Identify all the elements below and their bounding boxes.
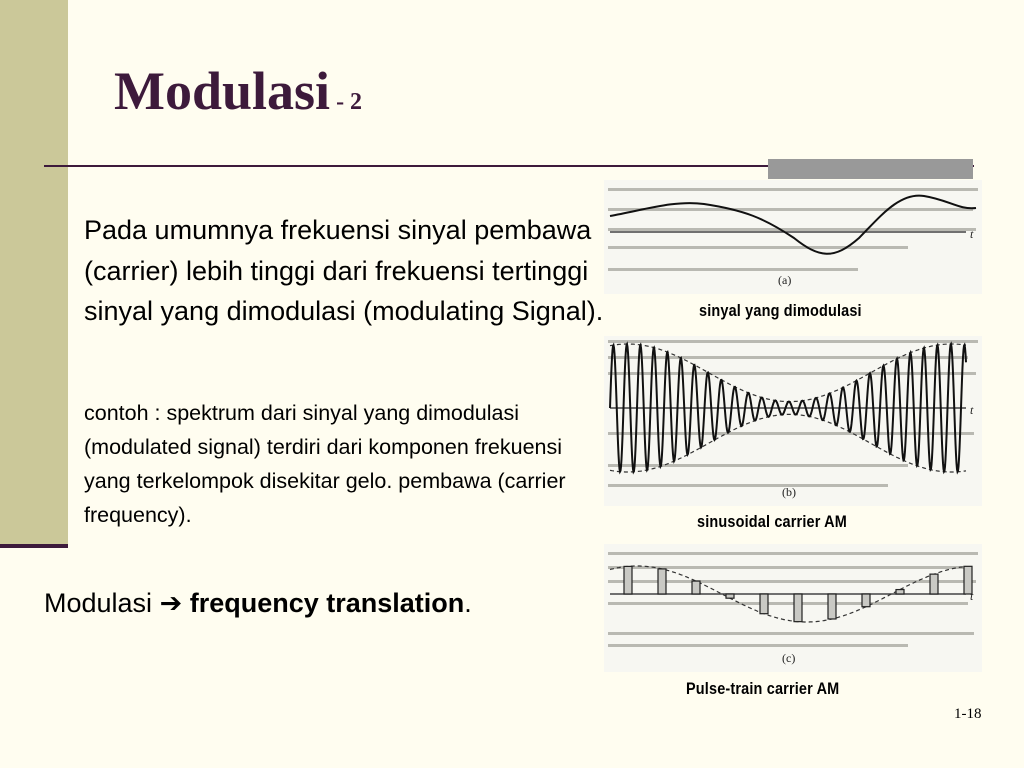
figure-caption: Pulse-train carrier AM bbox=[686, 679, 840, 698]
modulating-waveform bbox=[610, 196, 976, 254]
body-paragraph-main: Pada umumnya frekuensi sinyal pembawa (carrier) lebih tinggi dari frekuensi tertinggi sinyal yang dimodulasi (modulating Signal). bbox=[84, 215, 604, 326]
body-paragraph-example: contoh : spektrum dari sinyal yang dimodulasi (modulated signal) terdiri dari komponen frekuensi yang terkelompok disekitar gelo. pembawa (carrier frequency). bbox=[84, 401, 566, 527]
arrow-icon: ➔ bbox=[159, 588, 183, 618]
figure-label: (b) bbox=[782, 485, 796, 499]
axis-label-t: t bbox=[970, 403, 974, 417]
pulse bbox=[930, 574, 938, 594]
pulse bbox=[726, 594, 734, 598]
summary-prefix: Modulasi bbox=[44, 588, 160, 618]
figure-label: (a) bbox=[778, 273, 792, 287]
figure-caption: sinyal yang dimodulasi bbox=[699, 301, 862, 320]
figure-caption: sinusoidal carrier AM bbox=[697, 512, 847, 531]
pulse bbox=[828, 594, 836, 619]
slide-number: 1-18 bbox=[954, 706, 982, 722]
pulse bbox=[658, 569, 666, 594]
sidebar-band bbox=[0, 0, 68, 547]
slide-title bbox=[114, 61, 363, 121]
axis-label-t: t bbox=[970, 227, 974, 241]
figure-sinusoidal-am bbox=[604, 336, 982, 506]
summary-line bbox=[44, 588, 472, 619]
pulse bbox=[692, 581, 700, 594]
pulse bbox=[760, 594, 768, 614]
figure-pulse-train-am bbox=[604, 544, 982, 672]
title-divider-bar bbox=[768, 159, 973, 179]
figure-modulating-signal bbox=[604, 180, 982, 294]
pulse bbox=[794, 594, 802, 622]
figure-label: (c) bbox=[782, 651, 796, 665]
pulse bbox=[624, 566, 632, 594]
pulse bbox=[896, 590, 904, 594]
summary-emphasis: frequency translation bbox=[189, 588, 465, 618]
summary-period: . bbox=[464, 588, 472, 618]
axis-label-t: t bbox=[970, 589, 974, 603]
title-suffix: - 2 bbox=[330, 89, 363, 115]
sidebar-accent-line bbox=[0, 544, 68, 548]
ghost-text-lines bbox=[608, 552, 978, 647]
ghost-text-lines bbox=[608, 188, 978, 271]
pulse bbox=[862, 594, 870, 607]
title-text: Modulasi bbox=[114, 61, 331, 121]
